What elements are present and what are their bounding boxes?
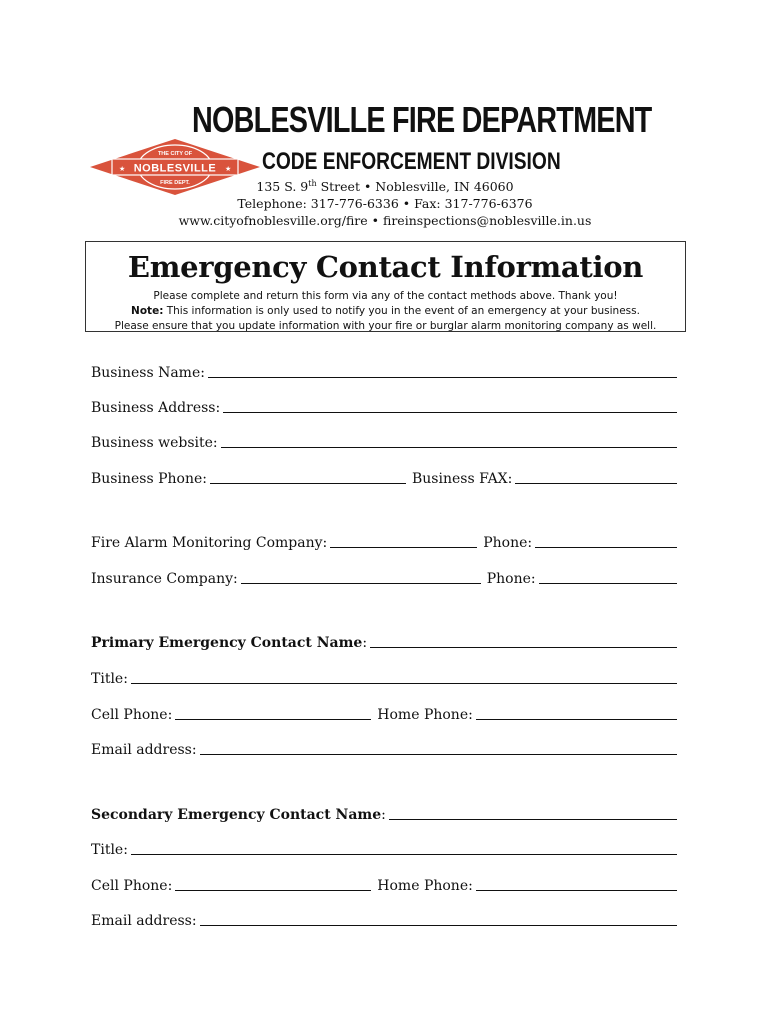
alarm-company-row: [91, 530, 677, 552]
primary-title-row: [91, 666, 677, 688]
division-title: CODE ENFORCEMENT DIVISION: [262, 148, 561, 175]
logo-top-text: THE CITY OF: [157, 151, 193, 157]
business-name-label: Business Name:: [91, 365, 205, 381]
business-phone-field[interactable]: [210, 483, 406, 484]
primary-phone-row: [91, 702, 677, 724]
business-address-field[interactable]: [223, 412, 677, 413]
insurance-phone-field[interactable]: [539, 583, 677, 584]
primary-title-label: Title:: [91, 671, 128, 687]
secondary-contact-name-label: Secondary Emergency Contact Name: [91, 807, 382, 823]
contact-phone-line: Telephone: 317-776-6336 • Fax: 317-776-6376: [237, 196, 533, 211]
secondary-cell-phone-field[interactable]: [175, 890, 371, 891]
secondary-contact-name-row: [91, 802, 677, 824]
logo-star-right-icon: ★: [225, 165, 232, 173]
primary-email-field[interactable]: [200, 754, 677, 755]
primary-cell-phone-label: Cell Phone:: [91, 707, 173, 723]
secondary-email-label: Email address:: [91, 913, 197, 929]
alarm-company-field[interactable]: [330, 547, 477, 548]
secondary-home-phone-label: Home Phone:: [377, 878, 473, 894]
primary-contact-name-row: [91, 630, 677, 652]
secondary-cell-phone-label: Cell Phone:: [91, 878, 173, 894]
secondary-contact-name-colon: :: [381, 807, 386, 823]
secondary-title-row: [91, 837, 677, 859]
alarm-phone-field[interactable]: [535, 547, 677, 548]
secondary-phone-row: [91, 873, 677, 895]
secondary-email-row: [91, 908, 677, 930]
alarm-company-label: Fire Alarm Monitoring Company:: [91, 535, 328, 551]
insurance-company-label: Insurance Company:: [91, 571, 238, 587]
secondary-title-label: Title:: [91, 842, 128, 858]
primary-contact-name-colon: :: [362, 635, 368, 651]
business-fax-label: Business FAX:: [411, 471, 513, 487]
logo-star-left-icon: ★: [119, 165, 126, 173]
business-website-row: [91, 430, 677, 452]
business-website-label: Business website:: [91, 435, 218, 451]
primary-home-phone-label: Home Phone:: [377, 707, 473, 723]
business-address-label: Business Address:: [91, 400, 221, 416]
address-street: Street • Noblesville, IN 46060: [316, 179, 514, 194]
business-website-field[interactable]: [221, 447, 677, 448]
business-phone-row: [91, 466, 677, 488]
primary-title-field[interactable]: [131, 683, 677, 684]
form-title: Emergency Contact Information: [127, 250, 644, 284]
business-name-field[interactable]: [208, 377, 677, 378]
note-text: This information is only used to notify you in the event of an emergency at your business.: [163, 305, 640, 317]
contact-web-line: www.cityofnoblesville.org/fire • fireinspections@noblesville.in.us: [178, 213, 592, 228]
note-line: [86, 304, 685, 319]
business-phone-label: Business Phone:: [91, 471, 207, 487]
business-name-row: [91, 360, 677, 382]
instructions: [86, 289, 685, 334]
logo-main-text: NOBLESVILLE: [133, 162, 217, 175]
note-label: Note:: [131, 305, 164, 317]
address-line: [0, 179, 770, 195]
address-suffix: th: [308, 179, 317, 188]
title-box: [85, 241, 686, 332]
secondary-email-field[interactable]: [200, 925, 677, 926]
instruction-line: Please complete and return this form via any of the contact methods above. Thank you!: [153, 290, 618, 302]
secondary-contact-name-field[interactable]: [389, 819, 677, 820]
department-title: NOBLESVILLE FIRE DEPARTMENT: [192, 99, 652, 140]
business-address-row: [91, 395, 677, 417]
secondary-title-field[interactable]: [131, 854, 677, 855]
address-number: 135 S. 9: [256, 179, 309, 194]
primary-cell-phone-field[interactable]: [175, 719, 371, 720]
logo-bottom-text: FIRE DEPT.: [160, 180, 190, 186]
insurance-company-row: [91, 566, 677, 588]
primary-email-label: Email address:: [91, 742, 197, 758]
insurance-phone-label: Phone:: [486, 571, 536, 587]
primary-home-phone-field[interactable]: [476, 719, 677, 720]
business-fax-field[interactable]: [515, 483, 677, 484]
primary-email-row: [91, 737, 677, 759]
insurance-company-field[interactable]: [241, 583, 481, 584]
secondary-home-phone-field[interactable]: [476, 890, 677, 891]
update-reminder-line: Please ensure that you update information with your fire or burglar alarm monitoring company as well.: [114, 320, 657, 332]
alarm-phone-label: Phone:: [483, 535, 533, 551]
primary-contact-name-field[interactable]: [370, 647, 677, 648]
primary-contact-name-label: Primary Emergency Contact Name: [91, 635, 363, 651]
